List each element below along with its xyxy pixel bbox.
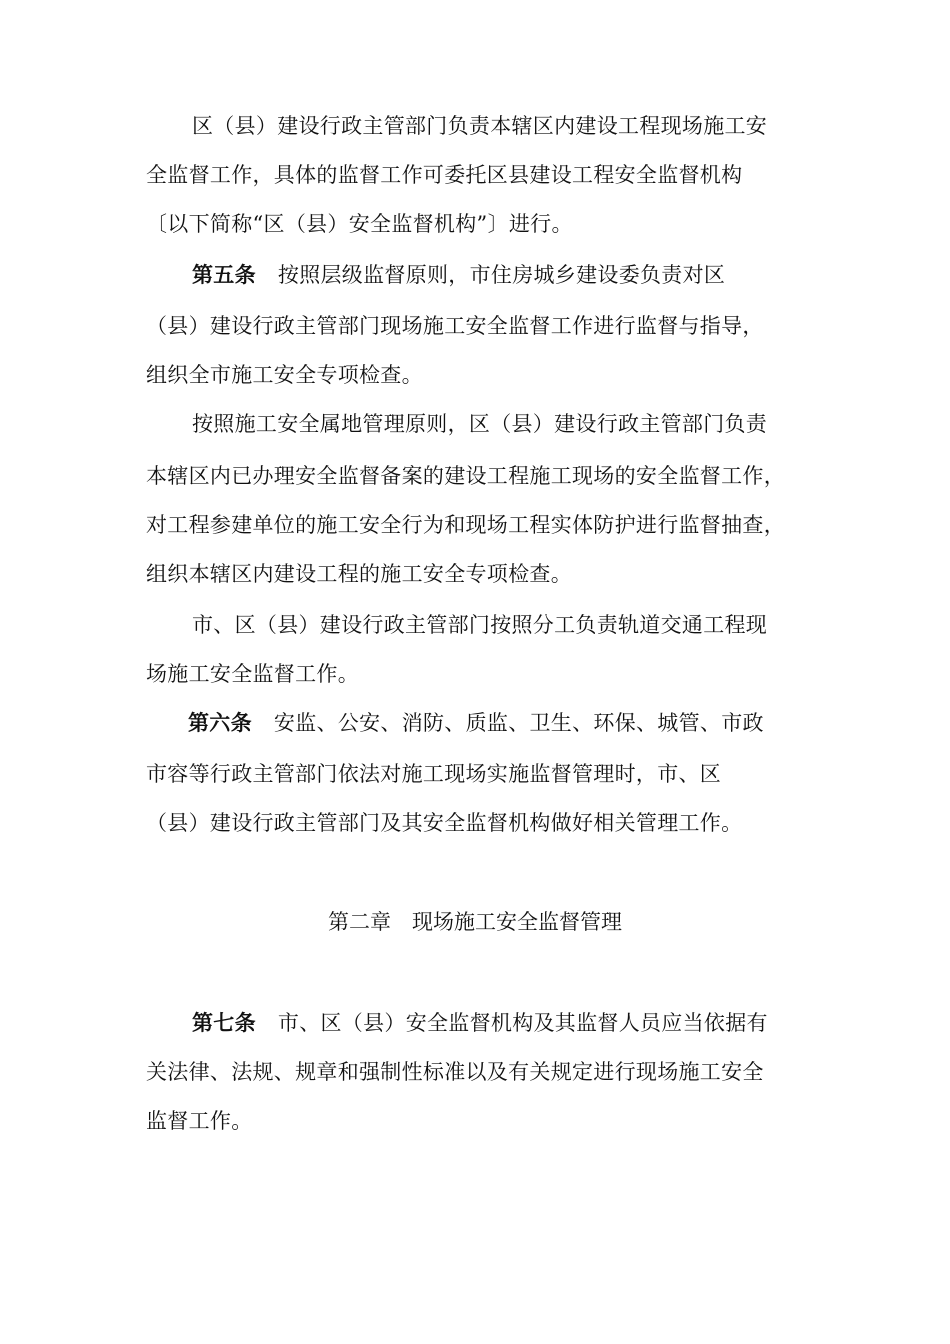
article-7-line xyxy=(192,1008,768,1038)
article-7-label: 第七条 xyxy=(192,1010,256,1035)
paragraph-line: 按照施工安全属地管理原则，区（县）建设行政主管部门负责 xyxy=(192,412,768,436)
chapter-heading: 第二章 现场施工安全监督管理 xyxy=(328,910,622,934)
paragraph-line: 监督工作。 xyxy=(146,1109,253,1133)
paragraph-line: 对工程参建单位的施工安全行为和现场工程实体防护进行监督抽查， xyxy=(146,513,785,537)
article-5-label: 第五条 xyxy=(192,262,256,287)
paragraph-line: 关法律、法规、规章和强制性标准以及有关规定进行现场施工安全 xyxy=(146,1060,764,1084)
paragraph-line: 场施工安全监督工作。 xyxy=(146,662,359,686)
paragraph-line: （县）建设行政主管部门现场施工安全监督工作进行监督与指导， xyxy=(146,314,764,338)
article-6-line xyxy=(188,708,764,738)
article-5-line xyxy=(192,260,725,290)
paragraph-line: 全监督工作，具体的监督工作可委托区县建设工程安全监督机构 xyxy=(146,163,743,187)
article-text: 市、区（县）安全监督机构及其监督人员应当依据有 xyxy=(277,1011,768,1035)
paragraph-line: 市、区（县）建设行政主管部门按照分工负责轨道交通工程现 xyxy=(192,613,768,637)
paragraph-line: 本辖区内已办理安全监督备案的建设工程施工现场的安全监督工作， xyxy=(146,464,785,488)
paragraph-line: 组织全市施工安全专项检查。 xyxy=(146,363,423,387)
paragraph-line: （县）建设行政主管部门及其安全监督机构做好相关管理工作。 xyxy=(146,811,743,835)
paragraph-line: 组织本辖区内建设工程的施工安全专项检查。 xyxy=(146,562,572,586)
article-text: 按照层级监督原则，市住房城乡建设委负责对区 xyxy=(277,263,726,287)
paragraph-line: 区（县）建设行政主管部门负责本辖区内建设工程现场施工安 xyxy=(192,114,768,138)
article-text: 安监、公安、消防、质监、卫生、环保、城管、市政 xyxy=(273,711,764,735)
paragraph-line: 〔以下简称“区（县）安全监督机构”〕进行。 xyxy=(146,212,573,236)
article-6-label: 第六条 xyxy=(188,710,252,735)
paragraph-line: 市容等行政主管部门依法对施工现场实施监督管理时，市、区 xyxy=(146,762,722,786)
